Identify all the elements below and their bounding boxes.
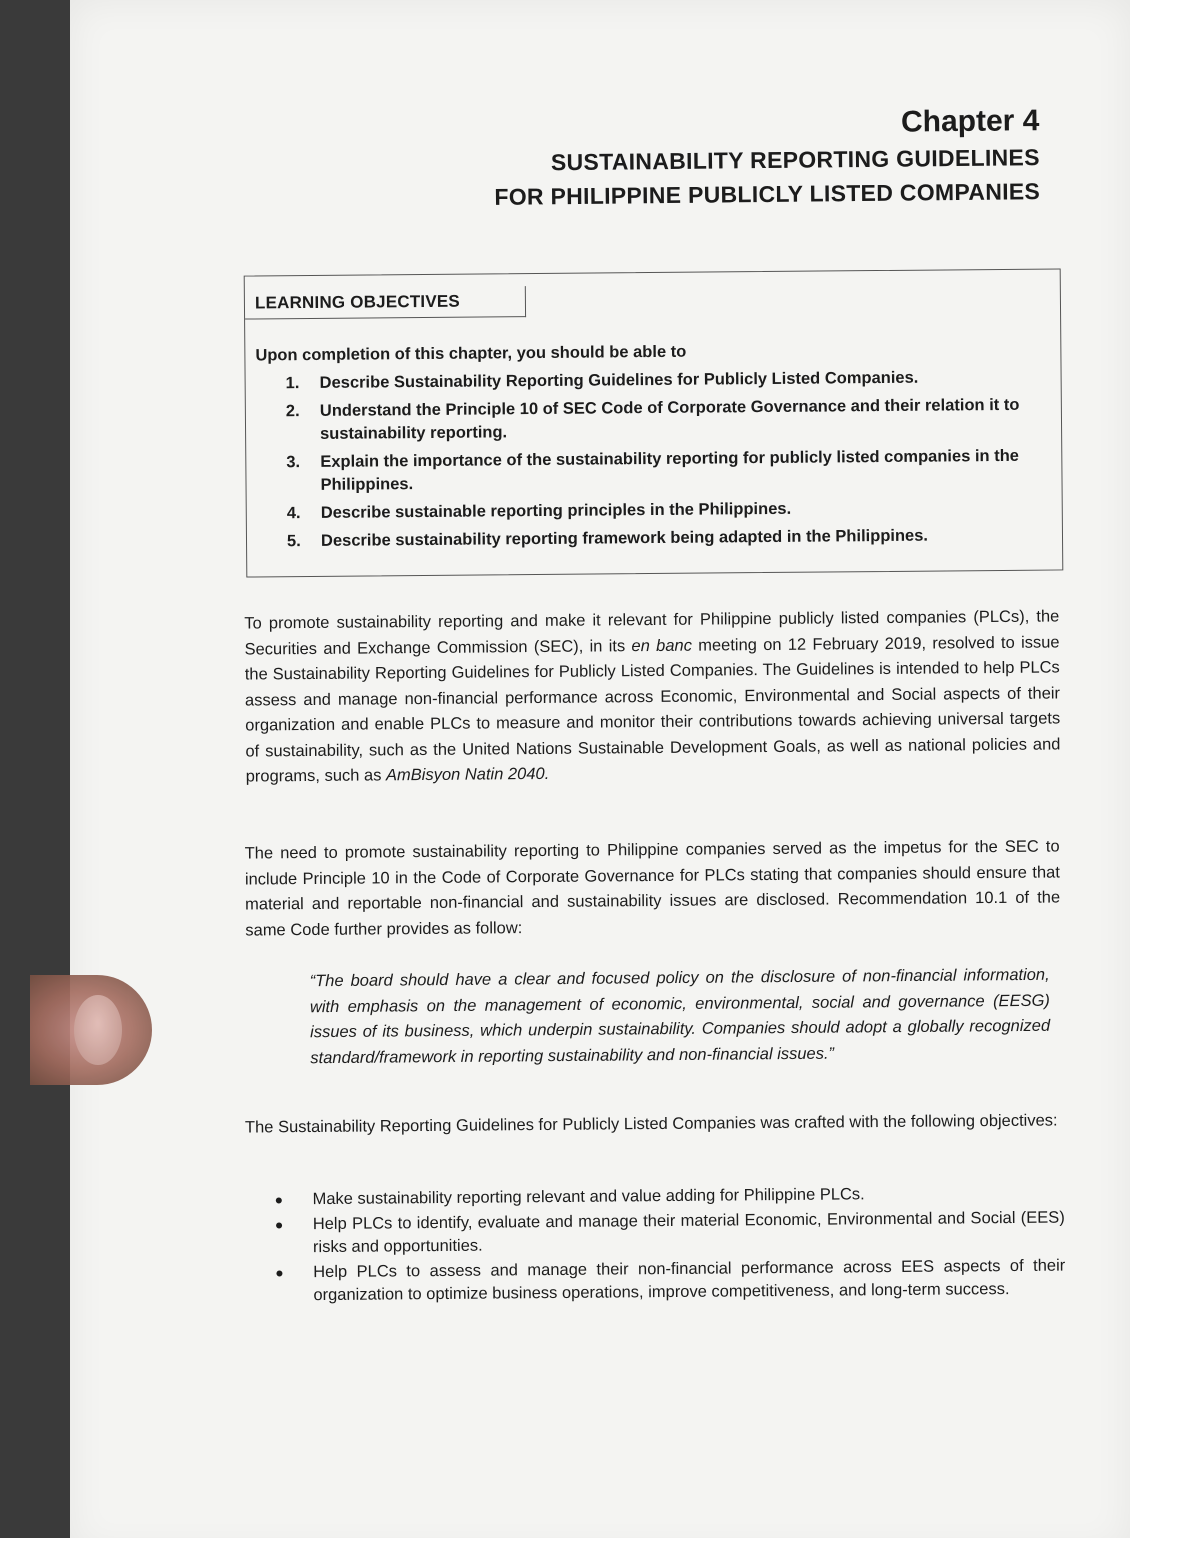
thumbnail-nail (74, 995, 122, 1065)
objective-text: Describe sustainable reporting principles in the Philippines. (320, 499, 792, 522)
paragraph-intro-part-b: meeting on 12 February 2019, resolved to issue the Sustainability Reporting Guidelines for Publicly Listed Companies. The Guidelines is intended to help PLCs assess and manage non-financial performance across Economic, Environmental and Social aspects of their organization and enable PLCs to measure and monitor their contributions towards achieving universal targets of sustainability, such as the United Nations Sustainable Development Goals, as well as national policies and programs, such as (244, 632, 1061, 786)
list-item (275, 1207, 1065, 1260)
objective-item (287, 496, 1047, 526)
page-margin-bottom (0, 1538, 1130, 1553)
objective-text: Describe Sustainability Reporting Guidelines for Publicly Listed Companies. (319, 368, 919, 392)
chapter-header (494, 102, 1041, 214)
paragraph-intro-italic-2: AmBisyon Natin 2040. (385, 764, 550, 785)
objectives-list (286, 366, 1048, 559)
objective-number: 3. (286, 453, 301, 472)
objectives-intro: Upon completion of this chapter, you should be able to (255, 342, 687, 365)
paragraph-intro (244, 604, 1061, 790)
objective-item (286, 394, 1046, 447)
bullet-icon: ● (274, 1191, 284, 1208)
paragraph-principle-10: The need to promote sustainability reporting to Philippine companies served as the impetus for the SEC to include Principle 10 in the Code of Corporate Governance for PLCs stating that companies should ensure that material and reportable non-financial and sustainability issues are disclosed. Recommendation 10.1 of the same Code further provides as follow: (244, 837, 1061, 940)
objective-number: 1. (285, 374, 300, 393)
bullet-icon: ● (274, 1216, 284, 1233)
objective-item (286, 445, 1046, 498)
objectives-heading: LEARNING OBJECTIVES (254, 291, 461, 313)
list-item-text: Help PLCs to identify, evaluate and manage their material Economic, Environmental and Social (EES) risks and opportunities. (312, 1208, 1065, 1257)
objective-text: Understand the Principle 10 of SEC Code of Corporate Governance and their relation it to sustainability reporting. (319, 395, 1020, 443)
chapter-title-line-2: FOR PHILIPPINE PUBLICLY LISTED COMPANIES (494, 178, 1041, 210)
list-item-text: Help PLCs to assess and manage their non-financial performance across EES aspects of their organization to optimize business operations, improve competitiveness, and long-term success. (313, 1256, 1066, 1305)
chapter-label: Chapter 4 (901, 104, 1040, 139)
objective-item (286, 366, 1046, 396)
paragraph-intro-italic: en banc (631, 636, 693, 655)
paragraph-intro-part-a: To promote sustainability reporting and make it relevant for Philippine publicly listed companies (PLCs), the Securities and Exchange Commission (SEC), in its (244, 607, 1060, 659)
list-item (275, 1255, 1065, 1308)
objective-item (287, 524, 1047, 554)
objectives-tab (245, 286, 526, 319)
objective-number: 4. (286, 504, 301, 523)
objective-number: 2. (285, 402, 300, 421)
objective-text: Describe sustainability reporting framework being adapted in the Philippines. (320, 526, 929, 550)
learning-objectives-box (244, 268, 1064, 577)
chapter-title-line-1: SUSTAINABILITY REPORTING GUIDELINES (551, 144, 1041, 176)
page-margin-right (1130, 0, 1200, 1553)
objective-text: Explain the importance of the sustainability reporting for publicly listed companies in the Philippines. (320, 446, 1019, 494)
finger-thumb (30, 975, 152, 1085)
paragraph-objectives: The Sustainability Reporting Guidelines for Publicly Listed Companies was crafted with the following objectives: (244, 1111, 1058, 1137)
document-page (70, 0, 1130, 1553)
guideline-objectives-list (274, 1182, 1065, 1310)
list-item-text: Make sustainability reporting relevant and value adding for Philippine PLCs. (312, 1185, 865, 1209)
recommendation-quote: “The board should have a clear and focused policy on the disclosure of non-financial information, with emphasis on the management of economic, environmental, social and governance (EESG) issues of its business, which underpin sustainability. Companies should adopt a globally recognized standard/framework in reporting sustainability and non-financial issues.” (309, 965, 1051, 1067)
objective-number: 5. (286, 532, 301, 551)
bullet-icon: ● (275, 1264, 284, 1281)
